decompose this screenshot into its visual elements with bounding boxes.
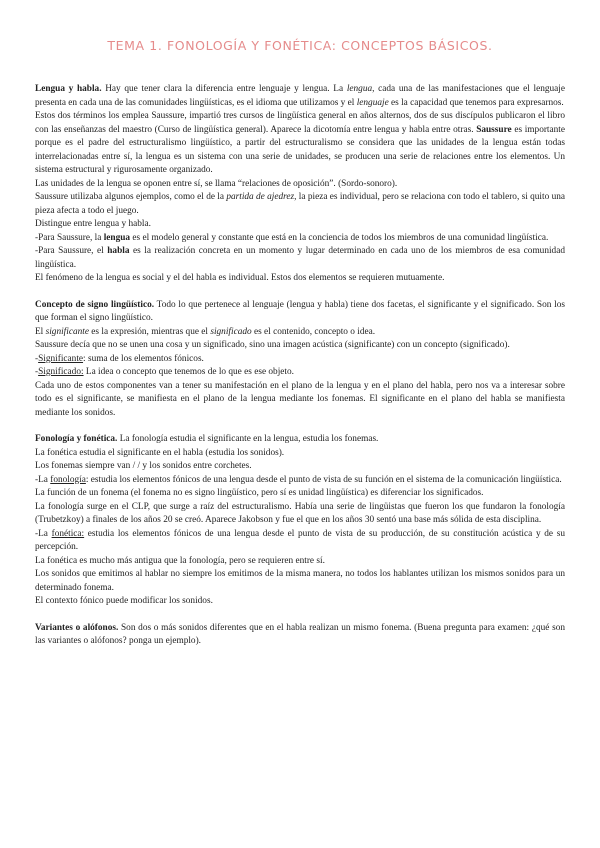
paragraph: Saussure decía que no se unen una cosa y un significado, sino una imagen acústica (significante) con un concepto (significado).	[35, 340, 510, 350]
paragraph	[35, 245, 565, 272]
paragraph: Los fonemas siempre van / / y los sonidos entre corchetes.	[35, 461, 252, 471]
section-heading: Variantes o alófonos.	[35, 622, 119, 633]
paragraph	[35, 353, 565, 367]
bold-term: lengua	[103, 232, 131, 243]
text: Son dos o más sonidos diferentes que en el habla realizan un mismo fonema. (Buena pregunta para examen: ¿qué son las variantes o alófonos? ponga un ejemplo).	[35, 622, 565, 646]
italic-term: significado	[210, 326, 252, 337]
section-variantes-alofonos	[35, 622, 565, 649]
text: El	[35, 326, 46, 337]
paragraph	[35, 232, 565, 246]
underlined-term: fonética:	[51, 528, 85, 539]
paragraph: Cada uno de estos componentes van a tener su manifestación en el plano de la lengua y en el plano del habla, pero nos va a interesar sobre todo es el significante, se manifiesta en el plano de la lengua mediante los fonemas. El significante en el plano del habla se manifiesta mediante los sonidos.	[35, 380, 565, 418]
text: es la capacidad que tenemos para expresarnos.	[388, 97, 564, 108]
paragraph	[35, 622, 565, 649]
paragraph: Distingue entre lengua y habla.	[35, 219, 151, 229]
paragraph	[35, 191, 565, 218]
text: es la realización concreta en un momento y lugar determinado en cada uno de los miembros de esa comunidad lingüística.	[35, 246, 565, 270]
section-signo-linguistico	[35, 299, 565, 421]
text: -La	[35, 528, 52, 539]
text: Hay que tener clara la diferencia entre lenguaje y lengua. La	[101, 84, 347, 94]
text: : estudia los elementos fónicos de una lengua desde el punto de vista de su función en el sistema de la comunicación lingüística.	[85, 474, 562, 485]
text: La fonología estudia el significante en la lengua, estudia los fonemas.	[117, 434, 379, 444]
paragraph	[35, 474, 565, 488]
document-body	[35, 83, 565, 649]
paragraph	[35, 299, 565, 326]
paragraph: La fonología surge en el CLP, que surge a raíz del estructuralismo. Había una serie de lingüistas que fueron los que fundaron la fonología (Trubetzkoy) a finales de los años 20 se creó. Aparece Jakobson y fue el que en los años 30 sentó una base más sólida de esta disciplina.	[35, 501, 565, 525]
paragraph: El fenómeno de la lengua es social y el del habla es individual. Estos dos elementos se requieren mutuamente.	[35, 273, 445, 283]
underlined-term: Significado:	[38, 367, 84, 377]
section-lengua-habla	[35, 83, 565, 286]
paragraph: La fonética es mucho más antigua que la fonología, pero se requieren entre sí.	[35, 555, 325, 566]
underlined-term: fonología	[50, 474, 86, 485]
paragraph: La fonética estudia el significante en el habla (estudia los sonidos).	[35, 447, 285, 458]
bold-term: habla	[107, 246, 130, 256]
text: , la pieza es individual, pero se relaciona con todo el tablero, si quito una pieza afecta a todo el juego.	[35, 192, 565, 216]
section-fonologia-fonetica	[35, 433, 565, 609]
text: -	[35, 353, 39, 364]
section-heading: Concepto de signo lingüístico.	[35, 299, 155, 310]
text: Saussure utilizaba algunos ejemplos, como el de la	[35, 192, 227, 202]
paragraph	[35, 83, 565, 110]
paragraph: Los sonidos que emitimos al hablar no siempre los emitimos de la misma manera, no todos los hablantes utilizan los mismos sonidos para un determinado fonema.	[35, 569, 565, 593]
paragraph	[35, 433, 565, 447]
italic-term: partida de ajedrez	[226, 192, 295, 202]
paragraph	[35, 326, 565, 340]
italic-term: lenguaje	[356, 97, 389, 108]
text: -	[35, 367, 39, 377]
underlined-term: Significante	[38, 353, 84, 364]
paragraph: Las unidades de la lengua se oponen entre sí, se llama “relaciones de oposición”. (Sordo-sonoro).	[35, 178, 398, 189]
paragraph: La función de un fonema (el fonema no es signo lingüístico, pero sí es unidad lingüística) es diferenciar los significados.	[35, 488, 484, 498]
paragraph	[35, 110, 565, 178]
text: La idea o concepto que tenemos de lo que es ese objeto.	[83, 367, 294, 377]
section-heading: Lengua y habla.	[35, 84, 102, 94]
text: Estos dos términos los emplea Saussure, impartió tres cursos de lingüística general en años alternos, dos de sus discípulos publicaron el libro con las enseñanzas del maestro (Curso de lingüística general). Aparece la dicotomía entre lengua y habla entre otras.	[35, 111, 565, 135]
text: -Para Saussure, el	[35, 246, 108, 256]
text: Todo lo que pertenece al lenguaje (lengua y habla) tiene dos facetas, el significante y el significado. Son los que forman el signo lingüístico.	[35, 299, 565, 323]
text: , cada una de las manifestaciones que el lenguaje presenta en cada una de las comunidades lingüísticas, es el idioma que utilizamos y el	[35, 84, 565, 108]
text: es la expresión, mientras que el	[88, 326, 211, 337]
paragraph	[35, 528, 565, 555]
text: estudia los elementos fónicos de una lengua desde el punto de vista de su producción, de su constitución acústica y de su percepción.	[35, 528, 566, 552]
text: es el contenido, concepto o idea.	[251, 326, 376, 337]
bold-term: Saussure	[476, 124, 512, 135]
text: es importante porque es el padre del estructuralismo lingüístico, a partir del estructuralismo se considera que las unidades de la lengua están todas interrelacionadas entre sí, la lengua es un sistema con una serie de unidades, se producen una serie de relaciones entre los elementos. Un sistema estructural y rigurosamente organizado.	[35, 124, 566, 175]
text: -Para Saussure, la	[35, 232, 104, 243]
paragraph	[35, 366, 565, 380]
text: -La	[35, 474, 51, 485]
section-heading: Fonología y fonética.	[35, 434, 118, 444]
paragraph: El contexto fónico puede modificar los sonidos.	[35, 596, 213, 606]
page-title: TEMA 1. FONOLOGÍA Y FONÉTICA: CONCEPTOS BÁSICOS.	[107, 38, 493, 53]
italic-term: lengua	[346, 84, 373, 94]
text: : suma de los elementos fónicos.	[83, 353, 204, 364]
text: es el modelo general y constante que está en la conciencia de todos los miembros de una comunidad lingüística.	[130, 232, 549, 243]
italic-term: significante	[45, 326, 89, 337]
